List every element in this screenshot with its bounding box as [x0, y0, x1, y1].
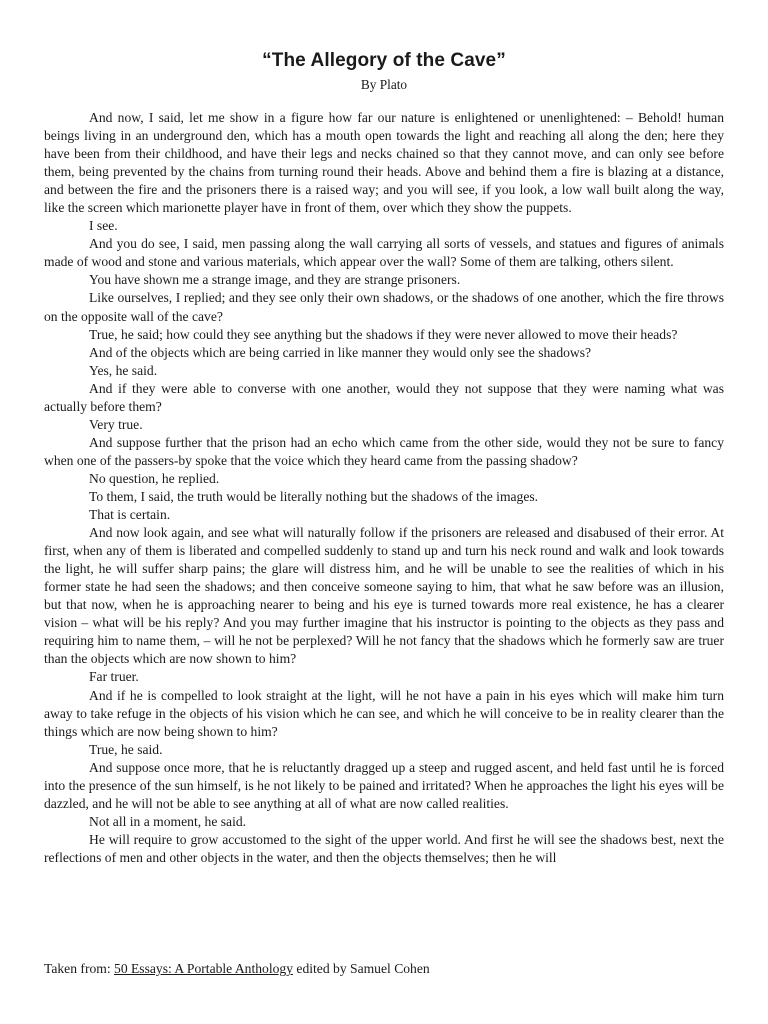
paragraph: Like ourselves, I replied; and they see only their own shadows, or the shadows of one another, which the fire throws on the opposite wall of the cave?: [44, 290, 724, 324]
paragraph: And now, I said, let me show in a figure how far our nature is enlightened or unenlightened: – Behold! human beings living in an underground den, which has a mouth open towards the light and reaching all along the den; here they have been from their childhood, and have their legs and necks chained so that they cannot move, and can only see before them, being prevented by the chains from turning round their heads. Above and behind them a fire is blazing at a distance, and between the fire and the prisoners there is a raised way; and you will see, if you look, a low wall built along the way, like the screen which marionette player have in front of them, over which they show the puppets.: [44, 110, 724, 216]
citation-book-title: 50 Essays: A Portable Anthology: [114, 961, 294, 976]
paragraph: True, he said.: [89, 741, 163, 757]
paragraph: To them, I said, the truth would be literally nothing but the shadows of the images.: [89, 488, 539, 504]
paragraph: And if he is compelled to look straight at the light, will he not have a pain in his eyes which will make him turn away to take refuge in the objects of his vision which he can see, and which he will conceive to be in reality clearer than the things which are now being shown to him?: [44, 687, 724, 739]
paragraph: And suppose further that the prison had an echo which came from the other side, would they not be sure to fancy when one of the passers-by spoke that the voice which they heard came from the passing shadow?: [44, 434, 724, 468]
paragraph: He will require to grow accustomed to the sight of the upper world. And first he will see the shadows best, next the reflections of men and other objects in the water, and then the objects themselves; then he will: [44, 831, 724, 865]
citation-suffix: edited by Samuel Cohen: [293, 961, 430, 976]
paragraph: And of the objects which are being carried in like manner they would only see the shadows?: [89, 344, 592, 360]
citation-prefix: Taken from:: [44, 961, 115, 976]
author-byline: By Plato: [360, 77, 408, 92]
paragraph: And if they were able to converse with one another, would they not suppose that they were naming what was actually before them?: [44, 380, 724, 414]
source-citation: [44, 960, 430, 978]
paragraph: True, he said; how could they see anything but the shadows if they were never allowed to move their heads?: [89, 326, 678, 342]
paragraph: And you do see, I said, men passing along the wall carrying all sorts of vessels, and statues and figures of animals made of wood and stone and various materials, which appear over the wall? Some of them are talking, others silent.: [44, 236, 724, 270]
paragraph: That is certain.: [89, 507, 171, 523]
paragraph: I see.: [89, 218, 118, 234]
essay-body: [44, 109, 724, 867]
paragraph: You have shown me a strange image, and they are strange prisoners.: [89, 272, 461, 288]
paragraph: And now look again, and see what will naturally follow if the prisoners are released and disabused of their error. At first, when any of them is liberated and compelled suddenly to stand up and turn his neck round and walk and look towards the light, he will suffer sharp pains; the glare will distress him, and he will be unable to see the realities of which in his former state he had seen the shadows; and then conceive someone saying to him, that what he saw before was an illusion, but that now, when he is approaching nearer to being and his eye is turned towards more real existence, he has a clearer vision – what will be his reply? And you may further imagine that his instructor is pointing to the objects as they pass and requiring him to name them, – will he not be perplexed? Will he not fancy that the shadows which he formerly saw are truer than the objects which are now shown to him?: [44, 525, 724, 667]
paragraph: Very true.: [89, 416, 143, 432]
paragraph: No question, he replied.: [89, 470, 220, 486]
page-title: “The Allegory of the Cave”: [262, 50, 506, 71]
paragraph: Far truer.: [89, 669, 139, 685]
paragraph: Yes, he said.: [89, 362, 158, 378]
paragraph: Not all in a moment, he said.: [89, 813, 247, 829]
paragraph: And suppose once more, that he is reluctantly dragged up a steep and rugged ascent, and held fast until he is forced into the presence of the sun himself, is he not likely to be pained and irritated? When he approaches the light his eyes will be dazzled, and he will not be able to see anything at all of what are now called realities.: [44, 759, 724, 811]
